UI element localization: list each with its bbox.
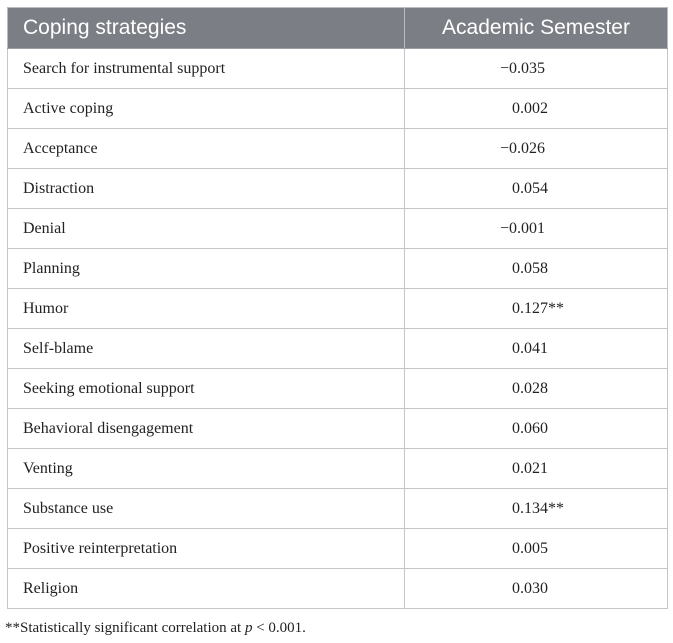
- table-row: [8, 569, 668, 609]
- table-row: [8, 289, 668, 329]
- cell-coping-strategy: Seeking emotional support: [8, 369, 405, 409]
- table-row: [8, 529, 668, 569]
- cell-coping-strategy: Denial: [8, 209, 405, 249]
- cell-correlation-value: 0.060: [405, 409, 668, 449]
- cell-correlation-value: 0.041: [405, 329, 668, 369]
- cell-coping-strategy: Behavioral disengagement: [8, 409, 405, 449]
- cell-coping-strategy: Acceptance: [8, 129, 405, 169]
- correlation-table: [7, 7, 668, 609]
- cell-coping-strategy: Search for instrumental support: [8, 49, 405, 89]
- cell-correlation-value: 0.127**: [405, 289, 668, 329]
- cell-correlation-value: 0.030: [405, 569, 668, 609]
- table-row: [8, 49, 668, 89]
- table-row: [8, 409, 668, 449]
- footnote-suffix: < 0.001.: [252, 620, 306, 636]
- table-row: [8, 169, 668, 209]
- correlation-table-container: [7, 7, 667, 609]
- footnote-variable: p: [244, 620, 253, 636]
- footnote-prefix: **Statistically significant correlation at: [5, 620, 245, 636]
- cell-correlation-value: 0.002: [405, 89, 668, 129]
- cell-coping-strategy: Self-blame: [8, 329, 405, 369]
- cell-correlation-value: 0.054: [405, 169, 668, 209]
- table-row: [8, 329, 668, 369]
- cell-correlation-value: 0.021: [405, 449, 668, 489]
- cell-correlation-value: 0.028: [405, 369, 668, 409]
- cell-coping-strategy: Planning: [8, 249, 405, 289]
- column-header-coping-strategies: Coping strategies: [8, 8, 405, 49]
- table-header-row: [8, 8, 668, 49]
- cell-coping-strategy: Substance use: [8, 489, 405, 529]
- table-row: [8, 249, 668, 289]
- cell-correlation-value: −0.001: [405, 209, 668, 249]
- table-body: [8, 49, 668, 609]
- cell-coping-strategy: Distraction: [8, 169, 405, 209]
- table-row: [8, 489, 668, 529]
- cell-coping-strategy: Venting: [8, 449, 405, 489]
- cell-correlation-value: 0.005: [405, 529, 668, 569]
- column-header-academic-semester: Academic Semester: [405, 8, 668, 49]
- table-row: [8, 369, 668, 409]
- cell-correlation-value: 0.058: [405, 249, 668, 289]
- table-row: [8, 449, 668, 489]
- table-row: [8, 209, 668, 249]
- table-row: [8, 89, 668, 129]
- table-footnote: [5, 620, 306, 637]
- cell-correlation-value: −0.035: [405, 49, 668, 89]
- cell-coping-strategy: Religion: [8, 569, 405, 609]
- cell-coping-strategy: Humor: [8, 289, 405, 329]
- table-row: [8, 129, 668, 169]
- cell-correlation-value: 0.134**: [405, 489, 668, 529]
- cell-correlation-value: −0.026: [405, 129, 668, 169]
- cell-coping-strategy: Positive reinterpretation: [8, 529, 405, 569]
- cell-coping-strategy: Active coping: [8, 89, 405, 129]
